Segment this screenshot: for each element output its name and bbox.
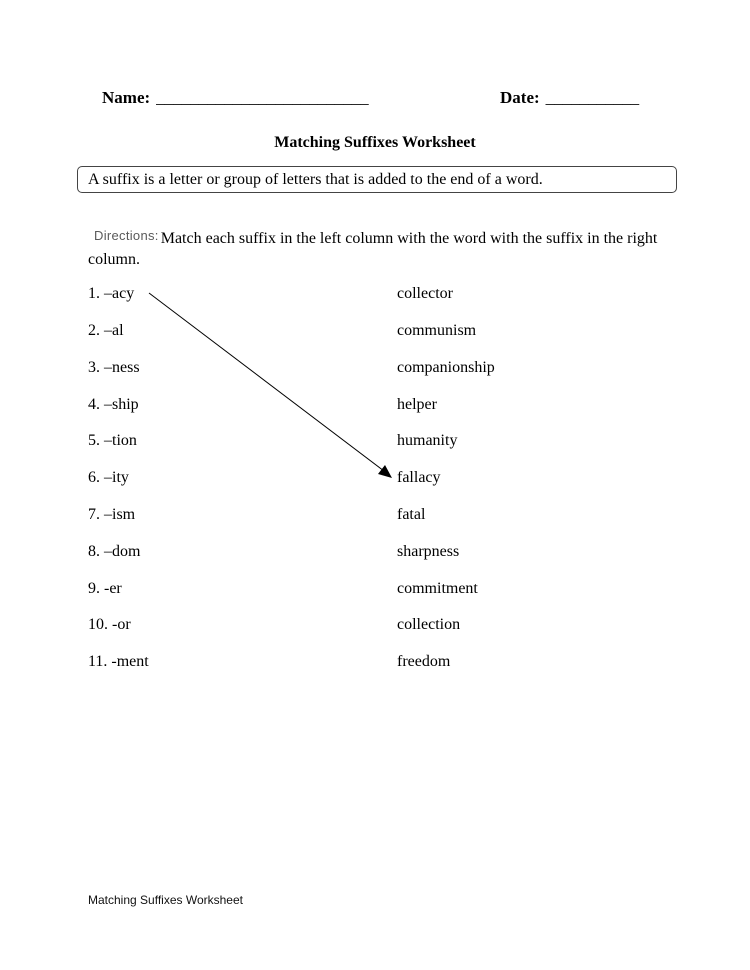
worksheet-title: Matching Suffixes Worksheet	[274, 134, 476, 151]
suffix-item-7[interactable]: 7. –ism	[88, 506, 136, 523]
arrow-head-icon	[378, 465, 392, 478]
suffix-item-9[interactable]: 9. -er	[88, 580, 122, 597]
suffix-item-5[interactable]: 5. –tion	[88, 432, 137, 449]
name-line[interactable]: _________________________	[156, 88, 369, 107]
suffix-item-1[interactable]: 1. –acy	[88, 285, 135, 302]
suffix-item-3[interactable]: 3. –ness	[88, 359, 140, 376]
suffix-item-4[interactable]: 4. –ship	[88, 396, 139, 413]
word-item-2[interactable]: communism	[397, 322, 477, 339]
directions-text: Match each suffix in the left column with the word with the suffix in the right column.	[88, 230, 658, 268]
suffix-item-2[interactable]: 2. –al	[88, 322, 124, 339]
date-label: Date:	[500, 88, 540, 107]
date-line[interactable]: ___________	[545, 88, 640, 107]
word-item-5[interactable]: humanity	[397, 432, 458, 449]
word-item-1[interactable]: collector	[397, 285, 453, 302]
word-item-10[interactable]: collection	[397, 616, 461, 633]
word-item-11[interactable]: freedom	[397, 653, 451, 670]
name-field[interactable]	[102, 88, 369, 108]
directions-label: Directions:	[94, 228, 159, 243]
suffix-item-8[interactable]: 8. –dom	[88, 543, 141, 560]
footer: Matching Suffixes Worksheet	[88, 893, 243, 907]
word-item-3[interactable]: companionship	[397, 359, 495, 376]
directions	[88, 228, 678, 270]
word-item-8[interactable]: sharpness	[397, 543, 460, 560]
date-field[interactable]	[500, 88, 639, 108]
word-item-4[interactable]: helper	[397, 396, 437, 413]
suffix-item-6[interactable]: 6. –ity	[88, 469, 129, 486]
arrow-line	[149, 293, 384, 471]
suffix-item-10[interactable]: 10. -or	[88, 616, 131, 633]
word-item-9[interactable]: commitment	[397, 580, 478, 597]
suffix-item-11[interactable]: 11. -ment	[88, 653, 149, 670]
name-label: Name:	[102, 88, 151, 107]
word-item-6[interactable]: fallacy	[397, 469, 441, 486]
word-item-7[interactable]: fatal	[397, 506, 426, 523]
definition-box: A suffix is a letter or group of letters that is added to the end of a word.	[77, 166, 677, 193]
